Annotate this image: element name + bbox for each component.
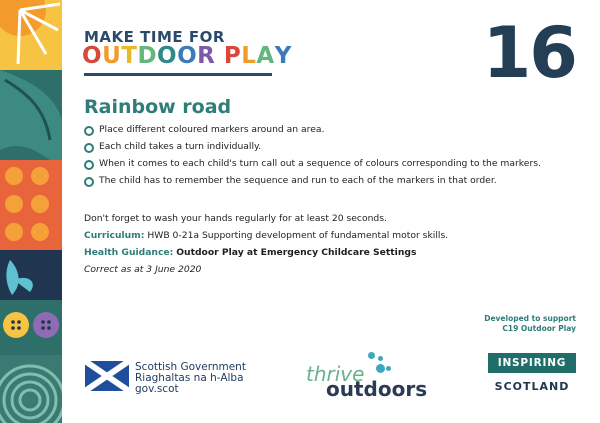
header-underline (84, 73, 272, 76)
thrive-outdoors-logo (306, 350, 436, 402)
header-letter: U (102, 43, 122, 69)
activity-steps (84, 124, 584, 192)
sg-web: gov.scot (135, 383, 179, 395)
curriculum-label: Curriculum: (84, 230, 145, 241)
header-line-2 (82, 43, 292, 69)
thrive-word: thrive (306, 362, 365, 386)
header-line-1: MAKE TIME FOR (84, 28, 225, 46)
header-letter: O (157, 43, 178, 69)
header-letter: T (121, 43, 138, 69)
scottish-government-logo (85, 361, 245, 397)
activity-card (62, 0, 600, 423)
header-letter: O (177, 43, 198, 69)
logo-spot-icon (386, 366, 391, 371)
sg-name: Scottish Government (135, 361, 246, 373)
step-text: Each child takes a turn individually. (99, 141, 262, 152)
health-guidance-line (84, 247, 416, 259)
developed-line-2: C19 Outdoor Play (502, 324, 576, 333)
bullet-icon (84, 126, 94, 136)
decorative-side-strip (0, 0, 62, 423)
list-item (84, 158, 584, 170)
bullet-icon (84, 160, 94, 170)
developed-line-1: Developed to support (484, 314, 576, 323)
sg-gaelic-name: Riaghaltas na h-Alba (135, 372, 244, 384)
bullet-icon (84, 143, 94, 153)
header-letter: A (256, 43, 275, 69)
activity-title: Rainbow road (84, 96, 232, 118)
inspiring-scotland-logo (488, 353, 578, 398)
step-text: Place different coloured markers around an area. (99, 124, 325, 135)
logo-spot-icon (376, 364, 385, 373)
list-item (84, 175, 584, 187)
step-text: The child has to remember the sequence and run to each of the markers in that order. (99, 175, 497, 186)
pattern-art (0, 0, 62, 423)
inspiring-word: INSPIRING (488, 353, 576, 373)
health-guidance-label: Health Guidance: (84, 247, 174, 258)
developed-note (484, 314, 576, 334)
header-letter (215, 43, 224, 69)
health-guidance-link[interactable]: Outdoor Play at Emergency Childcare Settings (176, 247, 417, 258)
correct-as-date: Correct as at 3 June 2020 (84, 264, 202, 275)
handwash-note: Don't forget to wash your hands regularly for at least 20 seconds. (84, 213, 387, 224)
outdoors-word: outdoors (326, 377, 428, 401)
logo-spot-icon (368, 352, 375, 359)
step-text: When it comes to each child's turn call out a sequence of colours corresponding to the markers. (99, 158, 541, 169)
header-letter: Y (274, 43, 292, 69)
saltire-flag-icon (85, 361, 129, 391)
logo-spot-icon (378, 356, 383, 361)
header-letter: L (241, 43, 257, 69)
header-letter: O (82, 43, 103, 69)
header-letter: D (137, 43, 158, 69)
header-letter: P (223, 43, 242, 69)
bullet-icon (84, 177, 94, 187)
header-letter: R (197, 43, 216, 69)
list-item (84, 141, 584, 153)
scotland-word: SCOTLAND (494, 380, 570, 393)
card-number: 16 (482, 12, 576, 94)
curriculum-line (84, 230, 448, 242)
list-item (84, 124, 584, 136)
curriculum-text: HWB 0-21a Supporting development of fundamental motor skills. (147, 230, 449, 241)
